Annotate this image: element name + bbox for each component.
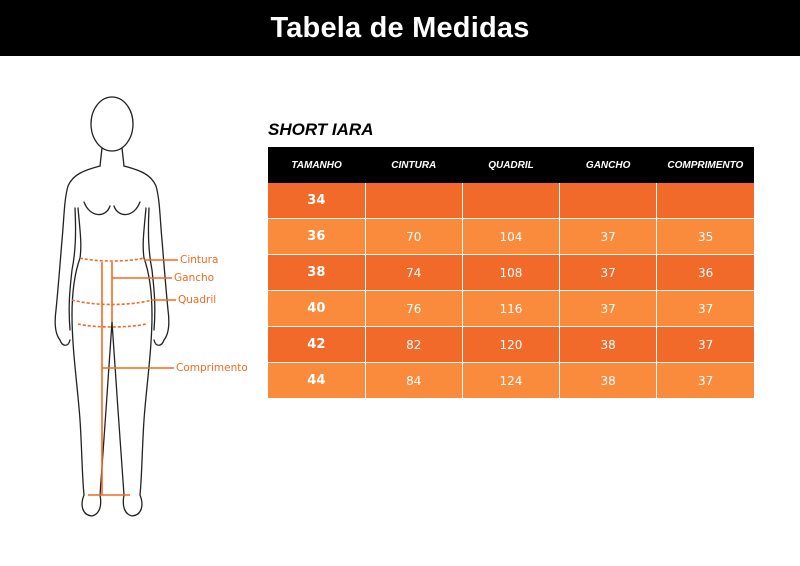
cell-gancho: 38 [560,363,657,399]
cell-cintura: 76 [365,291,462,327]
cell-gancho: 37 [560,255,657,291]
label-comprimento: Comprimento [176,362,248,374]
cell-quadril [462,183,559,219]
cell-size: 44 [268,363,365,399]
table-row [268,255,754,291]
cell-gancho: 37 [560,291,657,327]
label-quadril: Quadril [178,294,217,306]
header-comprimento: COMPRIMENTO [657,147,754,183]
cell-gancho: 38 [560,327,657,363]
cell-cintura [365,183,462,219]
page-title: Tabela de Medidas [270,11,530,44]
cell-quadril: 120 [462,327,559,363]
cell-size: 42 [268,327,365,363]
cell-comprimento: 37 [657,363,754,399]
cell-size: 36 [268,219,365,255]
cell-cintura: 74 [365,255,462,291]
header-cintura: CINTURA [365,147,462,183]
table-row [268,291,754,327]
cell-comprimento: 35 [657,219,754,255]
size-table [268,147,754,398]
table-row [268,219,754,255]
table-row [268,327,754,363]
label-cintura: Cintura [180,254,219,266]
cell-size: 40 [268,291,365,327]
header-gancho: GANCHO [560,147,657,183]
table-row [268,183,754,219]
cell-comprimento: 37 [657,327,754,363]
cell-size: 34 [268,183,365,219]
body-silhouette-icon [40,90,270,540]
header-bar [0,0,800,56]
header-quadril: QUADRIL [462,147,559,183]
header-tamanho: TAMANHO [268,147,365,183]
cell-comprimento: 36 [657,255,754,291]
table-header-row [268,147,754,183]
label-gancho: Gancho [174,272,215,284]
cell-quadril: 108 [462,255,559,291]
cell-quadril: 104 [462,219,559,255]
product-name: SHORT IARA [268,120,374,139]
table-row [268,363,754,399]
cell-cintura: 70 [365,219,462,255]
cell-gancho: 37 [560,219,657,255]
cell-cintura: 84 [365,363,462,399]
body-figure [40,90,270,540]
cell-cintura: 82 [365,327,462,363]
cell-quadril: 124 [462,363,559,399]
cell-comprimento: 37 [657,291,754,327]
cell-size: 38 [268,255,365,291]
cell-comprimento [657,183,754,219]
cell-quadril: 116 [462,291,559,327]
cell-gancho [560,183,657,219]
